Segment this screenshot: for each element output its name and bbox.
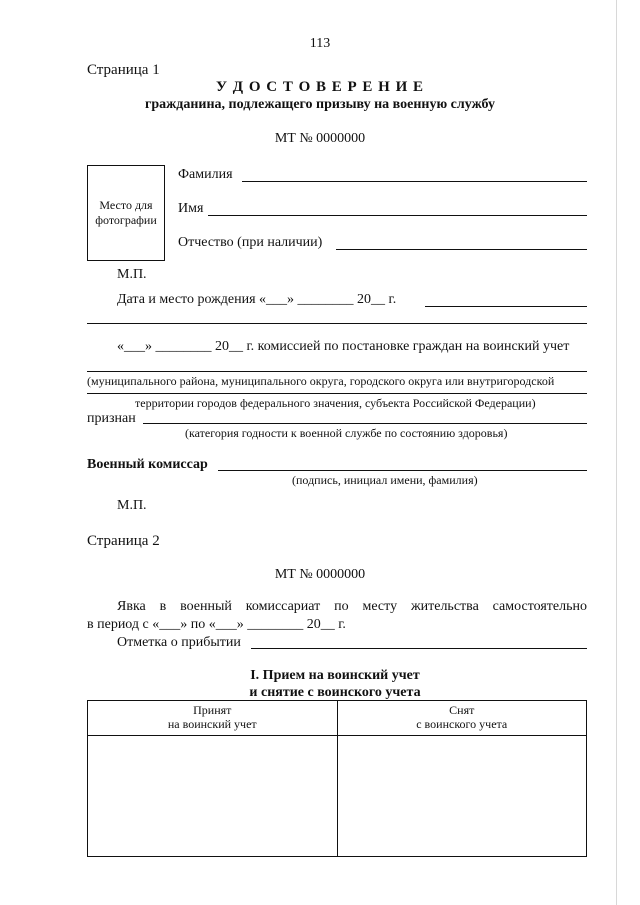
territory-caption: территории городов федерального значения, субъекта Российской Федерации) [135,396,536,410]
registration-commission-line: «___» ________ 20__ г. комиссией по постановке граждан на воинский учет [117,339,570,354]
name-field[interactable] [208,215,587,216]
column-header-registered [88,701,338,736]
appearance-line-1: Явка в военный комиссариат по месту жительства самостоятельно [117,599,587,614]
section-title-line-2: и снятие с воинского учета [249,685,421,700]
section-title-line-1: I. Прием на воинский учет [250,668,420,683]
commissar-label: Военный комиссар [87,457,208,472]
page-number: 113 [309,36,331,51]
arrival-mark-field[interactable] [251,648,587,649]
name-label: Имя [178,201,204,216]
page2-label: Страница 2 [87,533,160,549]
column-header-deregistered-line1: Снят [449,703,475,717]
photo-placeholder [87,165,165,261]
surname-label: Фамилия [178,167,233,182]
column-header-registered-line1: Принят [193,703,232,717]
birth-place-field[interactable] [425,306,587,307]
fitness-category-field[interactable] [143,423,587,424]
appearance-line-2: в период с «___» по «___» ________ 20__ г. [87,617,346,632]
column-header-registered-line2: на воинский учет [167,717,257,731]
birth-place-field-continued[interactable] [87,323,587,324]
territory-field[interactable] [87,393,587,394]
column-header-deregistered [337,701,587,736]
deregistered-cell[interactable] [337,736,587,857]
surname-field[interactable] [242,181,587,182]
photo-placeholder-text: Место для фотографии [95,198,157,227]
arrival-label: Отметка о прибытии [117,635,241,650]
registration-table [87,700,587,857]
registered-cell[interactable] [88,736,338,857]
patronymic-label: Отчество (при наличии) [178,235,323,250]
signature-caption: (подпись, инициал имени, фамилия) [292,473,478,487]
fitness-caption: (категория годности к военной службе по состоянию здоровья) [185,426,508,440]
patronymic-field[interactable] [336,249,587,250]
municipality-caption: (муниципального района, муниципального округа, городского округа или внутригородской [87,374,555,388]
recognized-label: признан [87,411,136,426]
column-header-deregistered-line2: с воинского учета [416,717,508,731]
certificate-title: У Д О С Т О В Е Р Е Н И Е [215,79,425,95]
page1-label: Страница 1 [87,62,160,78]
stamp-mark-1: М.П. [117,267,147,282]
page-edge [616,0,617,905]
birth-date-label: Дата и место рождения «___» ________ 20__ г. [117,292,397,307]
commissar-signature-field[interactable] [218,470,587,471]
municipality-field[interactable] [87,371,587,372]
page2-series-number: МТ № 0000000 [274,567,366,582]
series-number: МТ № 0000000 [274,131,366,146]
stamp-mark-2: М.П. [117,498,147,513]
certificate-subtitle: гражданина, подлежащего призыву на военную службу [144,97,496,112]
